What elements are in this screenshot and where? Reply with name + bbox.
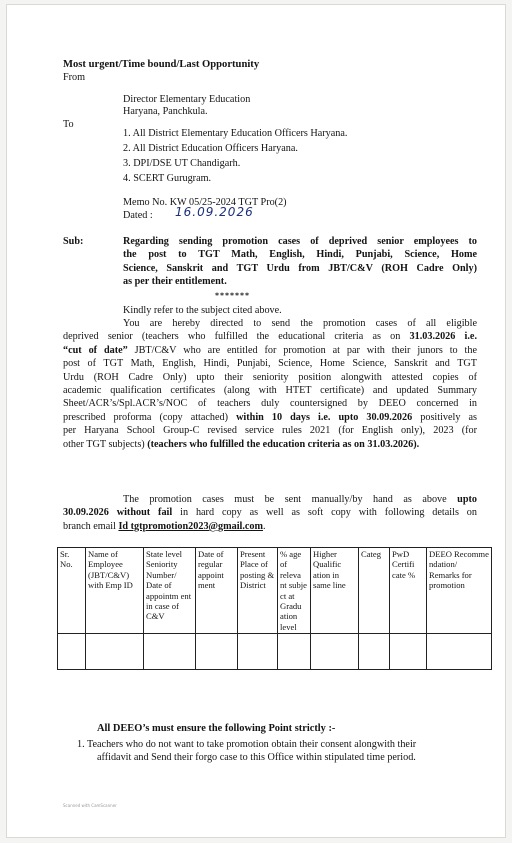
document-page (6, 4, 506, 838)
text-run: branch email (63, 520, 119, 532)
recipient-item: 4. SCERT Gurugram. (123, 173, 212, 184)
paragraph-line (63, 520, 477, 533)
header-cell: PwD Certifi cate % (390, 548, 427, 634)
memo-number: Memo No. KW 05/25-2024 TGT Pro(2) (123, 197, 287, 208)
text-run: The promotion cases must be sent manually/by hand as above (123, 494, 458, 505)
paragraph-line (63, 397, 477, 410)
table-row-empty (58, 634, 492, 670)
header-cell: Sr. No. (58, 548, 86, 634)
table-cell (311, 634, 359, 670)
subject-label: Sub: (63, 236, 84, 247)
recipient-item: 2. All District Education Officers Haryana. (123, 143, 298, 154)
handwritten-date: 16.09.2026 (175, 205, 254, 219)
intro-sentence: Kindly refer to the subject cited above. (123, 305, 282, 316)
paragraph-line (63, 357, 477, 370)
table-cell (86, 634, 144, 670)
subject-line: the post to TGT Math, English, Hindi, Punjabi, Science, Home (123, 249, 477, 261)
instruction-item-line: 1. Teachers who do not want to take promotion obtain their consent alongwith their (77, 739, 417, 750)
table-cell (359, 634, 390, 670)
sender-line-2: Haryana, Panchkula. (123, 106, 208, 117)
main-paragraph (63, 317, 477, 451)
table-cell (196, 634, 238, 670)
bold-upto: upto (457, 494, 477, 505)
subject-line: Regarding sending promotion cases of deprived senior employees to (123, 236, 477, 247)
paragraph-line (63, 438, 477, 451)
scanner-watermark: Scanned with CamScanner (63, 803, 117, 808)
dated-label: Dated : (123, 210, 153, 221)
text-run: JBT/C&V who are entitled for promotion at par with their junors to the (127, 344, 477, 356)
from-label: From (63, 72, 86, 83)
paragraph-line (63, 493, 477, 506)
text-run: academic qualification certificates (along with HTET certificate) and updated Summary (63, 385, 477, 397)
text-run: Urdu (ROH Cadre Only) upto their seniority position alongwith attested copies of (63, 371, 477, 383)
sender-line-1: Director Elementary Education (123, 94, 251, 105)
recipient-item: 1. All District Elementary Education Officers Haryana. (123, 128, 348, 139)
email-link[interactable]: Id tgtpromotion2023@gmail.com (118, 520, 264, 532)
bold-date: 31.03.2026 i.e. (409, 331, 477, 343)
bold-criteria: (teachers who fulfilled the education criteria as on 31.03.2026). (147, 438, 420, 450)
recipient-list (123, 127, 347, 185)
header-cell: Categ (359, 548, 390, 634)
text-run: other TGT subjects) (63, 438, 148, 450)
text-run: per Haryana School Group-C revised service rules 2021 (for English only), 2023 (for (63, 425, 477, 437)
paragraph-line (63, 371, 477, 384)
table-cell (238, 634, 278, 670)
paragraph-line (63, 330, 477, 343)
table-cell (427, 634, 492, 670)
promotion-proforma-table (57, 547, 492, 670)
paragraph-line (63, 424, 477, 437)
header-cell: State level Seniority Number/ Date of appointm ent in case of C&V (144, 548, 196, 634)
bold-phrase: “cut of date” (63, 344, 128, 356)
bold-deadline: within 10 days i.e. upto 30.09.2026 (236, 411, 413, 423)
paragraph-line (63, 317, 477, 330)
subject-text (123, 235, 477, 289)
text-run: You are hereby directed to send the promotion cases of all eligible (123, 318, 477, 329)
header-cell: DEEO Recomme ndation/ Remarks for promotion (427, 548, 492, 634)
urgency-heading: Most urgent/Time bound/Last Opportunity (63, 59, 260, 70)
table-cell (390, 634, 427, 670)
table-cell (58, 634, 86, 670)
subject-line: as per their entitlement. (123, 276, 227, 288)
text-run: Sheet/ACR’s/Spl.ACR’s/NOC of teachers duly countersigned by DEEO concerned in (63, 398, 477, 410)
paragraph-line (63, 384, 477, 397)
header-cell: Name of Employee (JBT/C&V) with Emp ID (86, 548, 144, 634)
header-cell: % age of releva nt subje ct at Gradu ation level (278, 548, 311, 634)
text-run: . (263, 520, 266, 532)
header-cell: Higher Qualific ation in same line (311, 548, 359, 634)
bold-deadline: 30.09.2026 without fail (63, 507, 173, 519)
text-run: post of TGT Math, English, Hindi, Punjabi, Science, Home Science, Sanskrit and TGT (63, 358, 477, 370)
table-cell (144, 634, 196, 670)
separator-stars: ******* (215, 291, 250, 300)
instruction-item-line: affidavit and Send their forgo case to this Office within stipulated time period. (97, 752, 416, 763)
header-cell: Present Place of posting & District (238, 548, 278, 634)
to-label: To (63, 119, 74, 130)
text-run: prescribed proforma (copy attached) (63, 411, 237, 423)
submission-paragraph (63, 493, 477, 533)
text-run: positively as (412, 411, 477, 423)
instructions-heading: All DEEO’s must ensure the following Point strictly :- (97, 723, 336, 734)
text-run: in hard copy as well as soft copy with following details on (172, 507, 477, 519)
paragraph-line (63, 344, 477, 357)
subject-line: Science, Sanskrit and TGT Urdu from JBT/C&V (ROH Cadre Only) (123, 262, 477, 274)
header-cell: Date of regular appoint ment (196, 548, 238, 634)
table-cell (278, 634, 311, 670)
recipient-item: 3. DPI/DSE UT Chandigarh. (123, 158, 241, 169)
paragraph-line (63, 411, 477, 424)
paragraph-line (63, 506, 477, 519)
text-run: deprived senior (teachers who fulfilled the educational criteria as on (63, 331, 410, 343)
table-header-row (58, 548, 492, 634)
